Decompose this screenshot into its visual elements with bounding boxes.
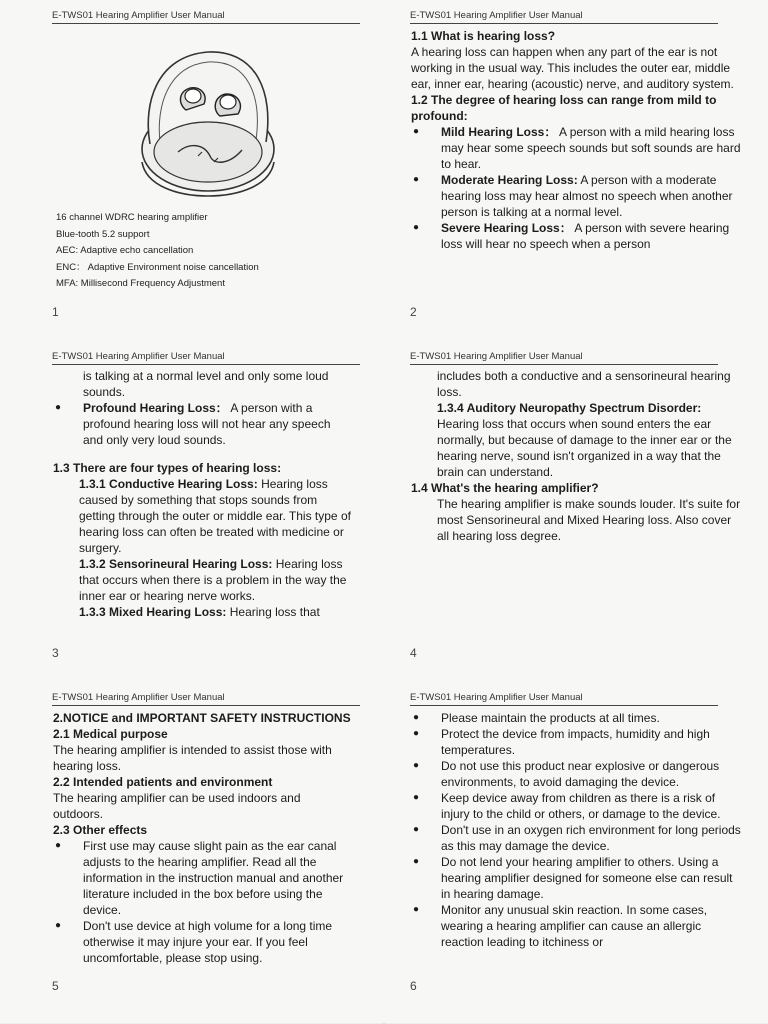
list-item <box>411 124 741 172</box>
feature-item: Blue-tooth 5.2 support <box>56 228 150 240</box>
definition: A person with severe hearing loss will hear no speech when a person <box>441 221 730 251</box>
running-header: E-TWS01 Hearing Amplifier User Manual <box>52 10 360 24</box>
term: 1.3.4 Auditory Neuropathy Spectrum Disorder: <box>437 401 702 415</box>
section-heading: 1.3 There are four types of hearing loss: <box>53 461 282 475</box>
definition: A person with a mild hearing loss may hear some speech sounds but soft sounds are hard to hear. <box>441 125 741 171</box>
section-heading: 2.2 Intended patients and environment <box>53 775 273 789</box>
page-number: 6 <box>410 979 417 993</box>
running-header: E-TWS01 Hearing Amplifier User Manual <box>410 351 718 365</box>
list-item: ● First use may cause slight pain as the ear canal adjusts to the hearing amplifier. Read all the information in the instruction manual and another literature included in the box before using the device. <box>53 838 353 918</box>
page-number: 4 <box>410 646 417 660</box>
manual-page-5 <box>0 682 384 1023</box>
feature-item: ENC： Adaptive Environment noise cancellation <box>56 261 259 273</box>
feature-list <box>56 210 259 293</box>
running-header: E-TWS01 Hearing Amplifier User Manual <box>52 351 360 365</box>
section-heading: 1.1 What is hearing loss? <box>411 29 556 43</box>
paragraph <box>53 556 353 604</box>
term: Mild Hearing Loss： <box>441 125 557 139</box>
page-body <box>411 368 741 544</box>
list-item: ● Don't use in an oxygen rich environment for long periods as this may damage the device. <box>411 822 741 854</box>
term: Profound Hearing Loss： <box>83 401 228 415</box>
running-header: E-TWS01 Hearing Amplifier User Manual <box>52 692 360 706</box>
paragraph <box>53 604 353 620</box>
feature-item: MFA: Millisecond Frequency Adjustment <box>56 278 225 289</box>
running-header: E-TWS01 Hearing Amplifier User Manual <box>410 10 718 24</box>
list-item <box>53 400 353 448</box>
definition: Hearing loss that occurs when there is a problem in the way the inner ear or hearing nerve works. <box>79 557 347 603</box>
feature-item: 16 channel WDRC hearing amplifier <box>56 212 208 223</box>
term: 1.3.1 Conductive Hearing Loss: <box>79 477 258 491</box>
term: Moderate Hearing Loss: <box>441 173 578 187</box>
term: 1.3.3 Mixed Hearing Loss: <box>79 605 227 619</box>
paragraph: The hearing amplifier is make sounds louder. It's suite for most Sensorineural and Mixed Hearing loss. Also cover all hearing loss degree. <box>437 497 741 543</box>
page-body <box>411 28 741 252</box>
section-heading: 1.2 The degree of hearing loss can range from mild to profound: <box>411 93 717 123</box>
list-item: ● Protect the device from impacts, humidity and high temperatures. <box>411 726 741 758</box>
manual-page-6 <box>384 682 768 1023</box>
definition: Hearing loss that <box>229 605 320 619</box>
continued-text: includes both a conductive and a sensorineural hearing loss. <box>437 369 731 399</box>
list-item: ● Keep device away from children as there is a risk of injury to the child or others, or damage to the device. <box>411 790 741 822</box>
manual-page-2 <box>384 0 768 341</box>
definition: Hearing loss that occurs when sound enters the ear normally, but because of damage to the inner ear or the hearing nerve, sound isn't organized in a way that the brain can understand. <box>437 417 732 479</box>
continued-text: is talking at a normal level and only some loud sounds. <box>83 369 329 399</box>
earbuds-charging-case-illustration <box>138 44 278 204</box>
section-heading: 2.1 Medical purpose <box>53 727 168 741</box>
page-number: 2 <box>410 305 417 319</box>
list-item: ● Do not lend your hearing amplifier to others. Using a hearing amplifier designed for someone else can result in hearing damage. <box>411 854 741 902</box>
paragraph: The hearing amplifier can be used indoors and outdoors. <box>53 791 301 821</box>
paragraph <box>411 400 741 480</box>
manual-page-3 <box>0 341 384 682</box>
paragraph: A hearing loss can happen when any part of the ear is not working in the usual way. This includes the outer ear, middle ear, inner ear, hearing (acoustic) nerve, and auditory system. <box>411 45 734 91</box>
section-heading: 2.3 Other effects <box>53 823 148 837</box>
term: 1.3.2 Sensorineural Hearing Loss: <box>79 557 273 571</box>
list-item: ● Don't use device at high volume for a long time otherwise it may injure your ear. If you feel uncomfortable, please stop using. <box>53 918 353 966</box>
page-number: 1 <box>52 305 59 319</box>
manual-page-1 <box>0 0 384 341</box>
list-item <box>411 220 741 252</box>
page-body <box>53 368 353 620</box>
term: Severe Hearing Loss： <box>441 221 572 235</box>
feature-item: AEC: Adaptive echo cancellation <box>56 245 194 256</box>
paragraph <box>53 476 353 556</box>
page-number: 5 <box>52 979 59 993</box>
chapter-heading: 2.NOTICE and IMPORTANT SAFETY INSTRUCTIONS <box>53 711 351 725</box>
list-item <box>411 172 741 220</box>
page-body <box>411 710 741 950</box>
list-item: ● Monitor any unusual skin reaction. In some cases, wearing a hearing amplifier can cause an allergic reaction leading to itchiness or <box>411 902 741 950</box>
page-number: 3 <box>52 646 59 660</box>
paragraph: The hearing amplifier is intended to assist those with hearing loss. <box>53 743 332 773</box>
running-header: E-TWS01 Hearing Amplifier User Manual <box>410 692 718 706</box>
section-heading: 1.4 What's the hearing amplifier? <box>411 481 599 495</box>
list-item: ● Please maintain the products at all times. <box>411 710 741 726</box>
list-item: ● Do not use this product near explosive or dangerous environments, to avoid damaging the device. <box>411 758 741 790</box>
definition: Hearing loss caused by something that stops sounds from getting through the outer or middle ear. This type of hearing loss can often be treated with medicine or surgery. <box>79 477 351 555</box>
page-body <box>53 710 353 966</box>
manual-page-4 <box>384 341 768 682</box>
definition: A person with a profound hearing loss will not hear any speech and only very loud sounds. <box>83 401 331 447</box>
definition: A person with a moderate hearing loss may hear almost no speech when another person is talking at a normal level. <box>441 173 733 219</box>
